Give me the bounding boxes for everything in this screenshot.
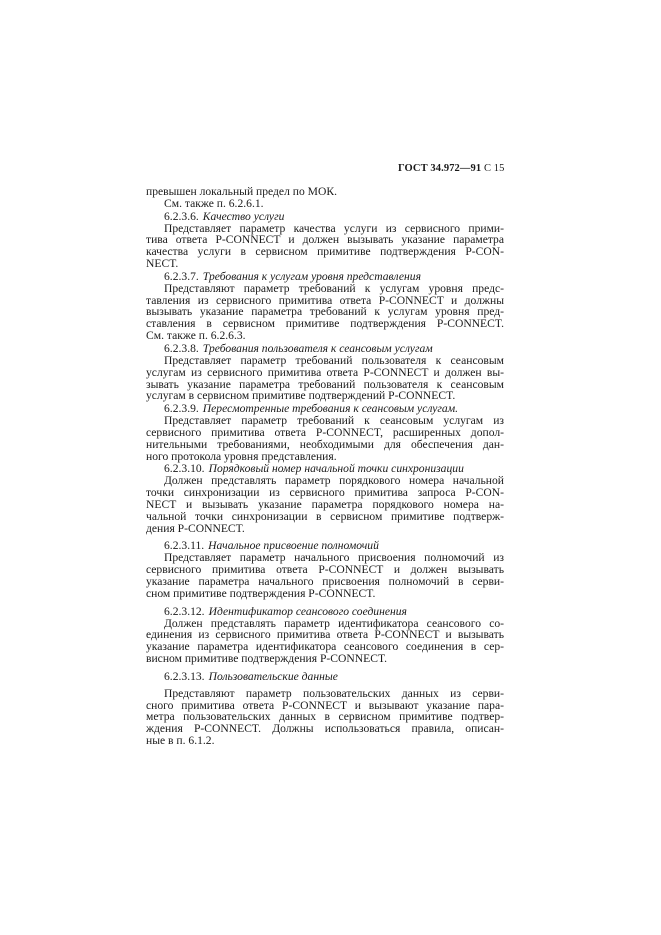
section-title: Требования к услугам уровня представления [202, 269, 421, 283]
section-heading [146, 271, 504, 283]
text-line: сервисного примитива ответа P-CONNECT, расширенных допол- [146, 425, 504, 439]
text-line: точки синхронизации из сервисного примитива запроса P-CON- [146, 486, 504, 500]
body-text [146, 186, 504, 747]
section-title: Порядковый номер начальной точки синхронизации [208, 462, 464, 476]
section-number: 6.2.3.10. [164, 462, 205, 476]
text-line: Представляет параметр начального присвоения полномочий из [164, 551, 504, 565]
section-title: Идентификатор сеансового соединения [208, 604, 407, 618]
section-number: 6.2.3.13. [164, 669, 205, 683]
section-title: Требования пользователя к сеансовым услугам [202, 341, 433, 355]
section-title: Пересмотренные требования к сеансовым услугам. [202, 402, 459, 416]
section-number: 6.2.3.7. [164, 269, 199, 283]
section-title: Пользовательские данные [208, 669, 338, 683]
text-line: Представляют параметр требований к услугам уровня предс- [164, 281, 504, 295]
standard-designation: ГОСТ 34.972—91 [398, 163, 482, 174]
section-number: 6.2.3.11. [164, 539, 205, 553]
text-line: дения P-CONNECT. [146, 521, 245, 535]
section-title: Начальное присвоение полномочий [208, 539, 379, 553]
section-heading [146, 211, 504, 223]
page-number: 15 [493, 163, 505, 174]
text-line: ного протокола уровня представления. [146, 449, 337, 463]
text-line: услугам из сервисного примитива ответа P-CONNECT и должен вы- [146, 365, 504, 379]
text-line: вызывать указание параметра требований к услугам уровня пред- [146, 305, 504, 319]
text-line: нительными требованиями, необходимыми для обеспечения дан- [146, 437, 504, 451]
section-title: Качество услуги [202, 209, 285, 223]
section-heading [146, 606, 504, 618]
text-line: превышен локальный предел по МОК. [146, 185, 337, 198]
text-line: NECT и вызывать указание параметра порядкового номера на- [146, 497, 504, 511]
text-line: Должен представлять параметр порядкового номера начальной [164, 474, 504, 488]
text-line: качества услуги в сервисном примитиве подтверждения P-CON- [146, 245, 504, 259]
text-line: Представляют параметр пользовательских данных из серви- [164, 686, 504, 700]
text-line: ные в п. 6.1.2. [146, 734, 215, 748]
text-line: Должен представлять параметр идентификатора сеансового со- [164, 616, 504, 630]
section-heading [146, 671, 504, 683]
text-line: единения из сервисного примитива ответа P-CONNECT и вызывать [146, 628, 504, 642]
section-number: 6.2.3.12. [164, 604, 205, 618]
running-header [398, 163, 504, 174]
text-line: Представляет параметр требований к сеансовым услугам из [164, 414, 504, 428]
text-line: висном примитиве подтверждения P-CONNECT. [146, 652, 388, 666]
text-line: См. также п. 6.2.6.1. [164, 196, 264, 210]
text-line: чальной точки синхронизации в сервисном примитиве подтверж- [146, 509, 504, 523]
text-line: зывать указание параметра требований пользователя к сеансовым [146, 377, 504, 391]
section-number: 6.2.3.9. [164, 402, 199, 416]
text-line: метра пользовательских данных в сервисном примитиве подтвер- [146, 710, 504, 724]
text-line: услугам в сервисном примитиве подтверждений P-CONNECT. [146, 389, 456, 403]
header-suffix: С [483, 163, 492, 174]
text-line: указание параметра идентификатора сеансового соединения в сер- [146, 640, 504, 654]
text-line: ставления в сервисном примитиве подтверждения P-CONNECT. [146, 317, 504, 331]
text-line: тавления из сервисного примитива ответа P-CONNECT и должны [146, 293, 504, 307]
text-line: Представляет параметр качества услуги из сервисного прими- [164, 221, 504, 235]
text-line: тива ответа P-CONNECT и должен вызывать указание параметра [146, 233, 504, 247]
text-line: сервисного примитива ответа P-CONNECT и должен вызывать [146, 563, 504, 577]
text-line: сного примитива ответа P-CONNECT и вызывают указание пара- [146, 698, 504, 712]
text-line: указание параметра начального присвоения полномочий в серви- [146, 575, 504, 588]
text-line: сном примитиве подтверждения P-CONNECT. [146, 586, 376, 600]
text-line: ждения P-CONNECT. Должны использоваться правила, описан- [146, 722, 504, 736]
section-number: 6.2.3.8. [164, 341, 199, 355]
text-line: NECT. [146, 257, 179, 271]
text-line: См. также п. 6.2.6.3. [146, 329, 246, 343]
text-line: Представляет параметр требований пользователя к сеансовым [164, 353, 504, 367]
section-number: 6.2.3.6. [164, 209, 199, 223]
